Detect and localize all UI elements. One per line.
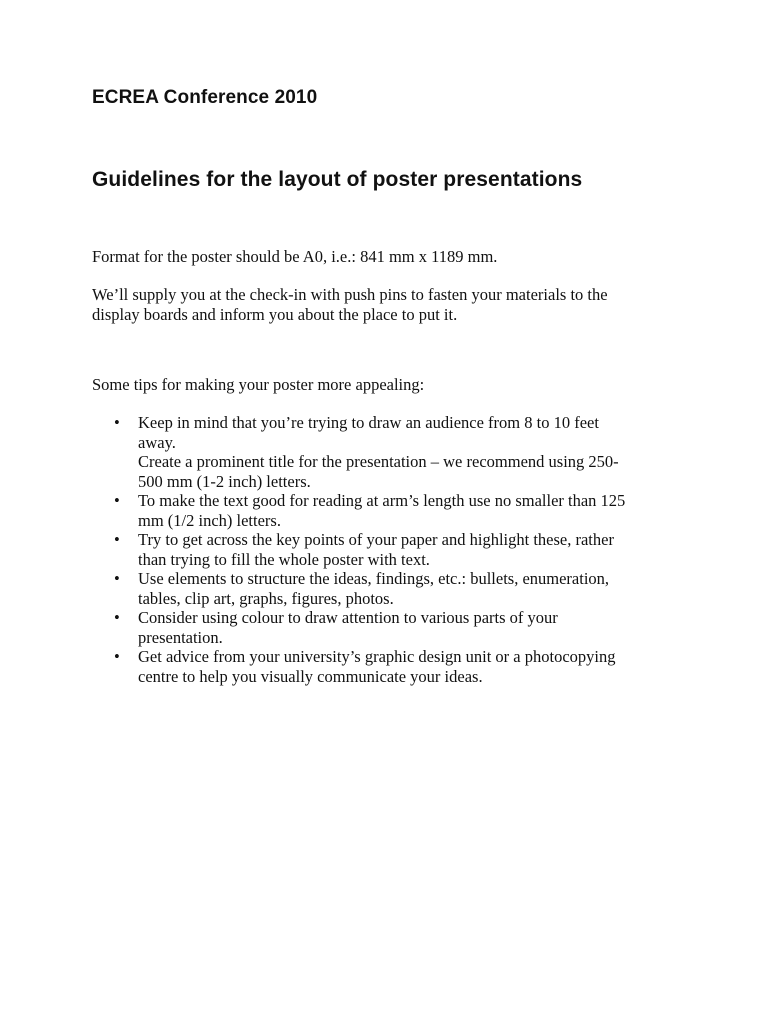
tip-line: Keep in mind that you’re trying to draw an audience from 8 to 10 feet	[138, 413, 599, 432]
supply-line: We’ll supply you at the check-in with push pins to fasten your materials to the	[92, 285, 608, 304]
list-item	[92, 569, 692, 608]
tip-line: centre to help you visually communicate your ideas.	[138, 666, 483, 686]
tip-line: presentation.	[138, 627, 223, 647]
tip-line: To make the text good for reading at arm’s length use no smaller than 125	[138, 491, 626, 510]
tips-intro: Some tips for making your poster more appealing:	[92, 375, 425, 394]
tip-line: than trying to fill the whole poster with text.	[138, 549, 430, 569]
bullet-icon: •	[114, 608, 120, 627]
tips-list	[92, 413, 692, 686]
tip-line: away.	[138, 432, 176, 452]
tip-line: Try to get across the key points of your paper and highlight these, rather	[138, 530, 614, 549]
tip-line: Get advice from your university’s graphic design unit or a photocopying	[138, 647, 616, 666]
tip-line: tables, clip art, graphs, figures, photos.	[138, 588, 394, 608]
bullet-icon: •	[114, 569, 120, 588]
page-title: Guidelines for the layout of poster presentations	[92, 168, 583, 191]
tip-line: Create a prominent title for the presentation – we recommend using 250-	[138, 452, 619, 471]
conference-heading: ECREA Conference 2010	[92, 87, 318, 108]
bullet-icon: •	[114, 530, 120, 549]
bullet-icon: •	[114, 647, 120, 666]
tip-line: 500 mm (1-2 inch) letters.	[138, 471, 311, 491]
supply-line: display boards and inform you about the place to put it.	[92, 305, 458, 324]
list-item	[92, 647, 692, 686]
format-paragraph: Format for the poster should be A0, i.e.: 841 mm x 1189 mm.	[92, 247, 498, 266]
tip-line: mm (1/2 inch) letters.	[138, 510, 281, 530]
list-item	[92, 608, 692, 647]
list-item	[92, 413, 692, 491]
bullet-icon: •	[114, 413, 120, 432]
tip-line: Use elements to structure the ideas, findings, etc.: bullets, enumeration,	[138, 569, 610, 588]
list-item	[92, 491, 692, 530]
tip-line: Consider using colour to draw attention to various parts of your	[138, 608, 558, 627]
bullet-icon: •	[114, 491, 120, 510]
list-item	[92, 530, 692, 569]
supply-paragraph	[92, 285, 682, 325]
